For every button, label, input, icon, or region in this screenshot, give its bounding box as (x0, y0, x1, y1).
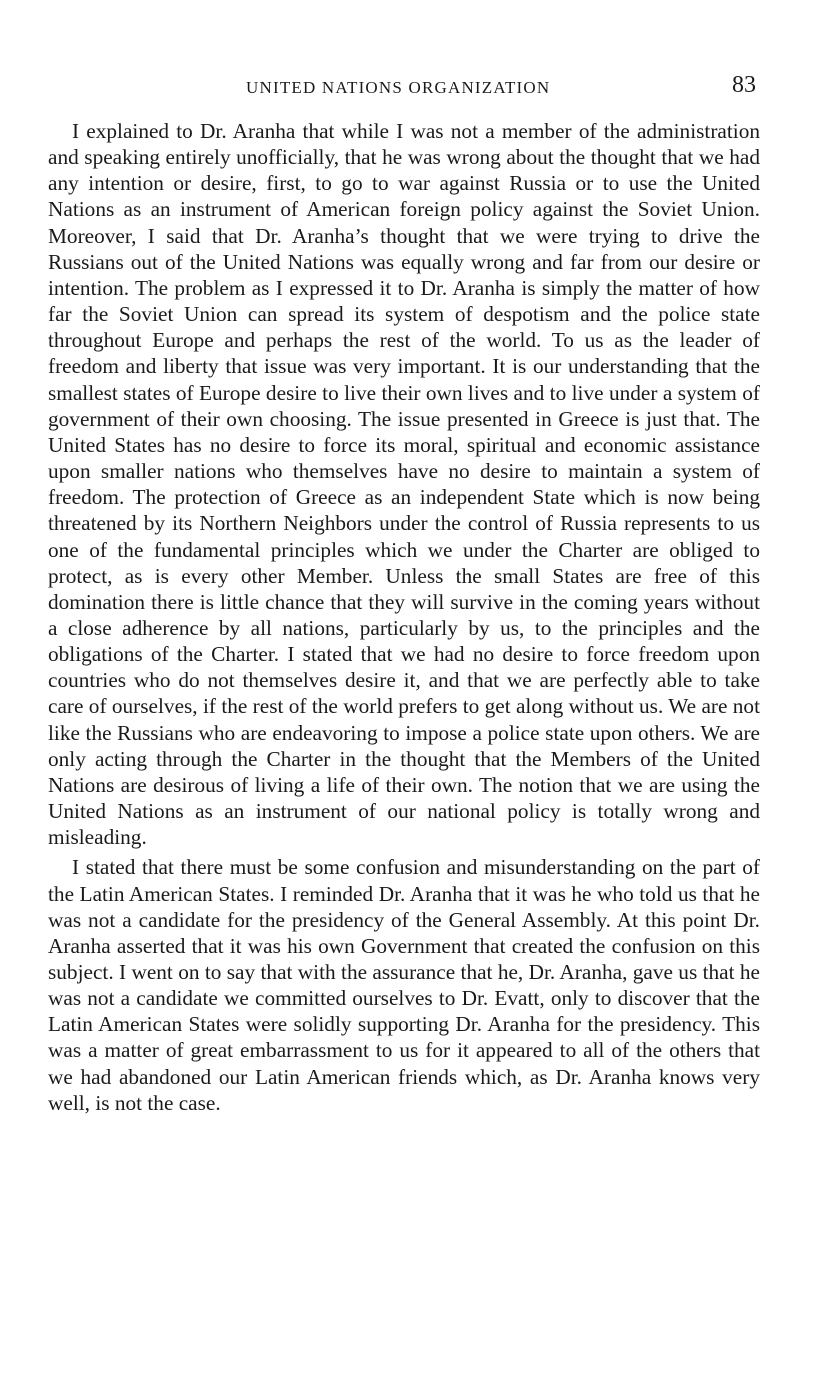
running-head (0, 72, 838, 106)
body-text (48, 118, 760, 1116)
paragraph-1: I explained to Dr. Aranha that while I was not a member of the administration and speaking entirely unofficially, that he was wrong about the thought that we had any intention or desire, first, to go to war against Russia or to use the United Nations as an instrument of American foreign policy against the Soviet Union. Moreover, I said that Dr. Aranha’s thought that we were trying to drive the Russians out of the United Nations was equally wrong and far from our desire or intention. The problem as I expressed it to Dr. Aranha is simply the matter of how far the Soviet Union can spread its system of despotism and the police state throughout Europe and perhaps the rest of the world. To us as the leader of freedom and liberty that issue was very important. It is our understanding that the smallest states of Europe desire to live their own lives and to live under a system of government of their own choosing. The issue presented in Greece is just that. The United States has no desire to force its moral, spiritual and economic assistance upon smaller nations who themselves have no desire to maintain a system of freedom. The protection of Greece as an independent State which is now being threatened by its Northern Neighbors under the control of Russia represents to us one of the fundamental principles which we under the Charter are obliged to protect, as is every other Member. Unless the small States are free of this domination there is little chance that they will survive in the coming years without a close adherence by all nations, particularly by us, to the principles and the obligations of the Charter. I stated that we had no desire to force freedom upon countries who do not themselves desire it, and that we are perfectly able to take care of ourselves, if the rest of the world prefers to get along without us. We are not like the Russians who are endeavoring to impose a police state upon others. We are only acting through the Charter in the thought that the Members of the United Nations are desirous of living a life of their own. The notion that we are using the United Nations as an instrument of our national policy is totally wrong and misleading. (48, 119, 760, 850)
page-number: 83 (732, 72, 756, 98)
paragraph-2: I stated that there must be some confusion and misunderstanding on the part of the Latin American States. I reminded Dr. Aranha that it was he who told us that he was not a candidate for the presidency of the General Assembly. At this point Dr. Aranha asserted that it was his own Government that created the confusion on this subject. I went on to say that with the assurance that he, Dr. Aranha, gave us that he was not a candidate we committed ourselves to Dr. Evatt, only to discover that the Latin American States were solidly supporting Dr. Aranha for the presidency. This was a matter of great embarrassment to us for it appeared to all of the others that we had abandoned our Latin American friends which, as Dr. Aranha knows very well, is not the case. (48, 855, 760, 1115)
running-title: UNITED NATIONS ORGANIZATION (246, 78, 551, 97)
